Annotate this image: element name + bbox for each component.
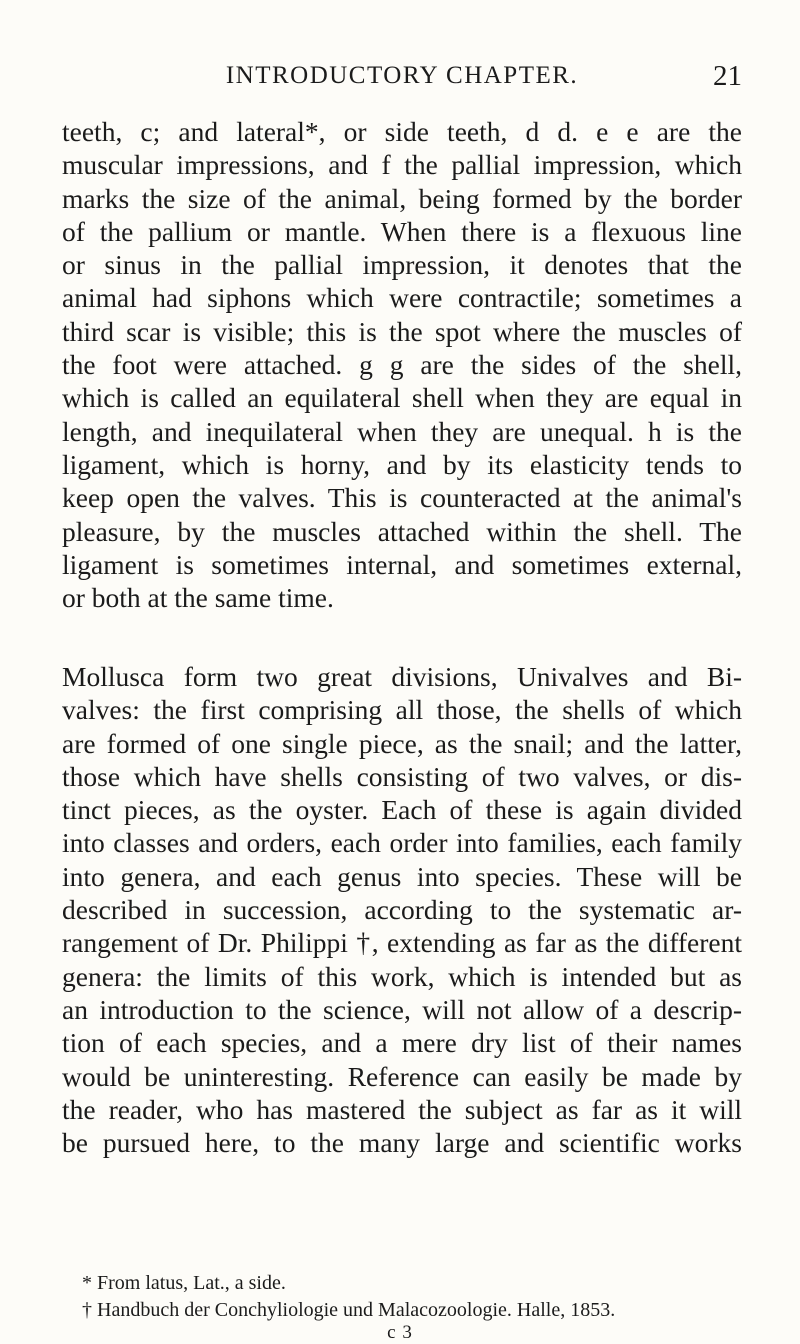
text-line: marks the size of the animal, being formed by the border [62, 182, 742, 214]
text-line: tinct pieces, as the oyster. Each of these is again divided [62, 794, 742, 826]
text-line: pleasure, by the muscles attached within the shell. The [62, 515, 742, 547]
text-line: the foot were attached. g g are the sides of the shell, [62, 349, 742, 381]
text-line: would be uninteresting. Reference can easily be made by [62, 1060, 742, 1092]
text-line: ligament, which is horny, and by its elasticity tends to [62, 448, 742, 480]
text-line: keep open the valves. This is counteracted at the animal's [62, 482, 742, 514]
paragraph-mollusca-divisions [62, 660, 742, 1159]
text-line: those which have shells consisting of two valves, or dis- [62, 760, 742, 792]
text-line: of the pallium or mantle. When there is a flexuous line [62, 215, 742, 247]
footnote: † Handbuch der Conchyliologie und Malacozoologie. Halle, 1853. [82, 1299, 616, 1321]
text-line: into classes and orders, each order into families, each family [62, 827, 742, 859]
text-line: tion of each species, and a mere dry list of their names [62, 1027, 742, 1059]
page-number: 21 [713, 60, 742, 92]
text-line: rangement of Dr. Philippi †, extending as far as the different [62, 927, 742, 959]
text-line: animal had siphons which were contractile; sometimes a [62, 282, 742, 314]
text-line: genera: the limits of this work, which is intended but as [62, 960, 742, 992]
text-line: an introduction to the science, will not allow of a descrip- [62, 993, 742, 1025]
page-header [62, 62, 742, 102]
footnotes [62, 1270, 742, 1324]
text-line: or sinus in the pallial impression, it denotes that the [62, 249, 742, 281]
text-line: Mollusca form two great divisions, Univalves and Bi- [62, 661, 742, 692]
running-title: INTRODUCTORY CHAPTER. [225, 62, 579, 89]
paragraph-shell-anatomy [62, 115, 742, 614]
text-line: the reader, who has mastered the subject as far as it will [62, 1093, 742, 1125]
text-line: length, and inequilateral when they are unequal. h is the [62, 415, 742, 447]
text-line: or both at the same time. [62, 582, 334, 614]
text-line: ligament is sometimes internal, and sometimes external, [62, 548, 742, 580]
text-line: are formed of one single piece, as the snail; and the latter, [62, 727, 742, 759]
text-line: be pursued here, to the many large and scientific works [62, 1127, 742, 1159]
text-line: described in succession, according to the systematic ar- [62, 894, 742, 926]
text-line: muscular impressions, and f the pallial impression, which [62, 149, 742, 181]
text-line: teeth, c; and lateral*, or side teeth, d d. e e are the [62, 116, 742, 147]
text-line: third scar is visible; this is the spot where the muscles of [62, 315, 742, 347]
footnote: * From latus, Lat., a side. [82, 1272, 286, 1294]
text-line: which is called an equilateral shell when they are equal in [62, 382, 742, 414]
text-line: valves: the first comprising all those, the shells of which [62, 694, 742, 726]
signature-mark: c 3 [387, 1322, 413, 1343]
text-line: into genera, and each genus into species. These will be [62, 860, 742, 892]
